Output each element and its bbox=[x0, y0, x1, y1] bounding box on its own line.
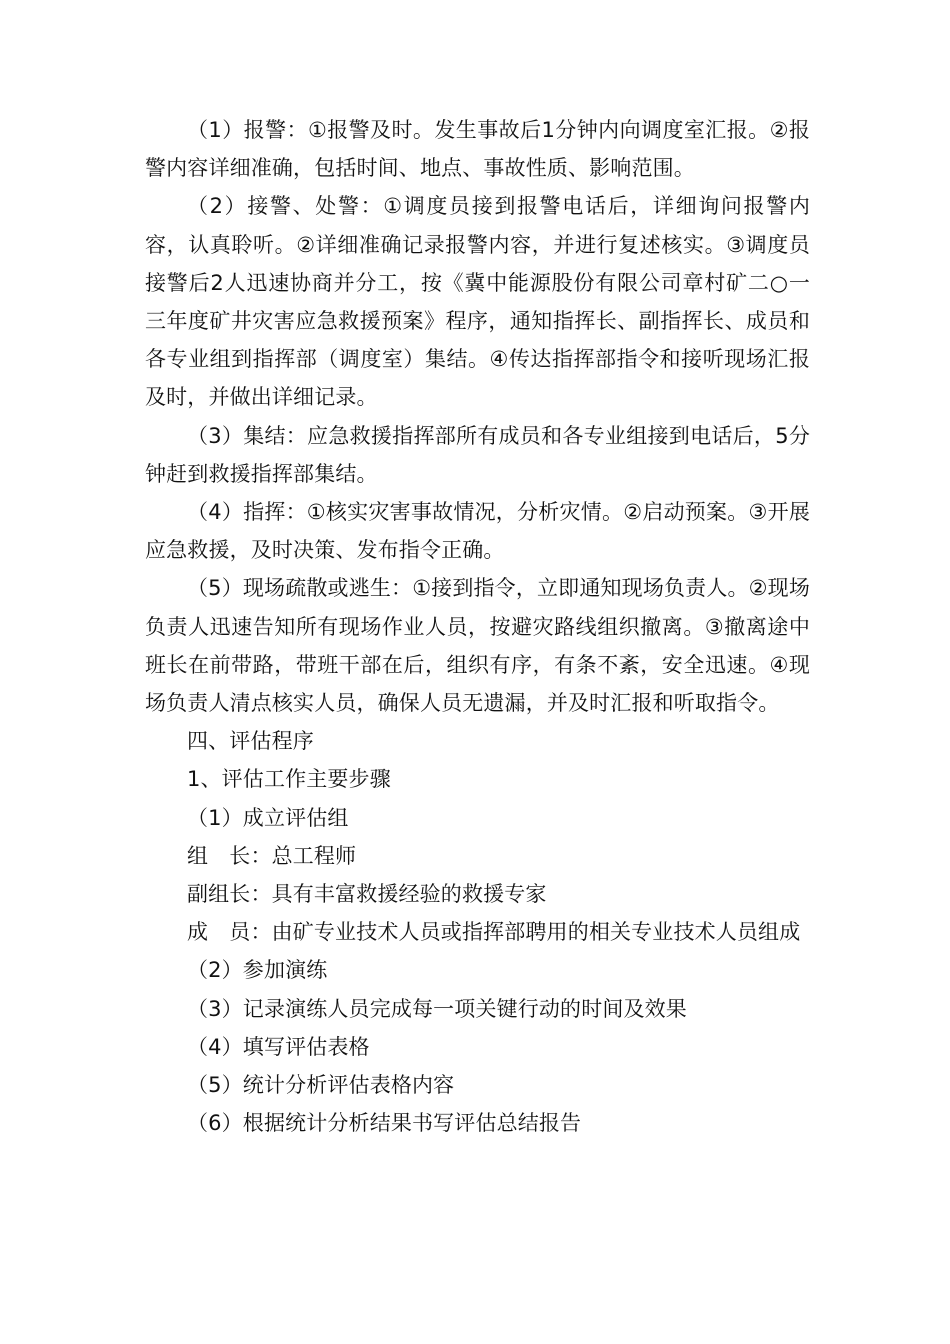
step-item: （5）统计分析评估表格内容 bbox=[187, 1073, 455, 1098]
step-item: 组 长：总工程师 bbox=[187, 843, 357, 868]
step-item: 成 员：由矿专业技术人员或指挥部聘用的相关专业技术人员组成 bbox=[187, 920, 801, 945]
paragraph-receive-alarm: （2）接警、处警：①调度员接到报警电话后，详细询问报警内容，认真聆听。②详细准确记录报警内容，并进行复述核实。③调度员接警后2人迅速协商并分工，按《冀中能源股份有限公司章村矿二○一三年度矿井灾害应急救援预案》程序，通知指挥长、副指挥长、成员和各专业组到指挥部（调度室）集结。④传达指挥部指令和接听现场汇报及时，并做出详细记录。 bbox=[145, 194, 810, 410]
step-item: （4）填写评估表格 bbox=[187, 1034, 370, 1059]
paragraph-alarm: （1）报警：①报警及时。发生事故后1分钟内向调度室汇报。②报警内容详细准确，包括时间、地点、事故性质、影响范围。 bbox=[145, 118, 810, 181]
section-title: 四、评估程序 bbox=[187, 729, 314, 754]
paragraph-command: （4）指挥：①核实灾害事故情况，分析灾情。②启动预案。③开展应急救援，及时决策、发布指令正确。 bbox=[145, 500, 810, 563]
step-item: （3）记录演练人员完成每一项关键行动的时间及效果 bbox=[187, 996, 687, 1021]
document-body bbox=[145, 111, 810, 1142]
step-item: （6）根据统计分析结果书写评估总结报告 bbox=[187, 1111, 582, 1136]
step-item: 副组长：具有丰富救援经验的救援专家 bbox=[187, 882, 547, 907]
paragraph-assembly: （3）集结：应急救援指挥部所有成员和各专业组接到电话后，5分钟赶到救援指挥部集结。 bbox=[145, 423, 810, 486]
paragraph-evacuation: （5）现场疏散或逃生：①接到指令，立即通知现场负责人。②现场负责人迅速告知所有现场作业人员，按避灾路线组织撤离。③撤离途中班长在前带路，带班干部在后，组织有序，有条不紊，安全迅速。④现场负责人清点核实人员，确保人员无遗漏，并及时汇报和听取指令。 bbox=[145, 576, 810, 716]
subsection-title: 1、评估工作主要步骤 bbox=[187, 767, 391, 792]
step-item: （1）成立评估组 bbox=[187, 805, 349, 830]
step-item: （2）参加演练 bbox=[187, 958, 328, 983]
